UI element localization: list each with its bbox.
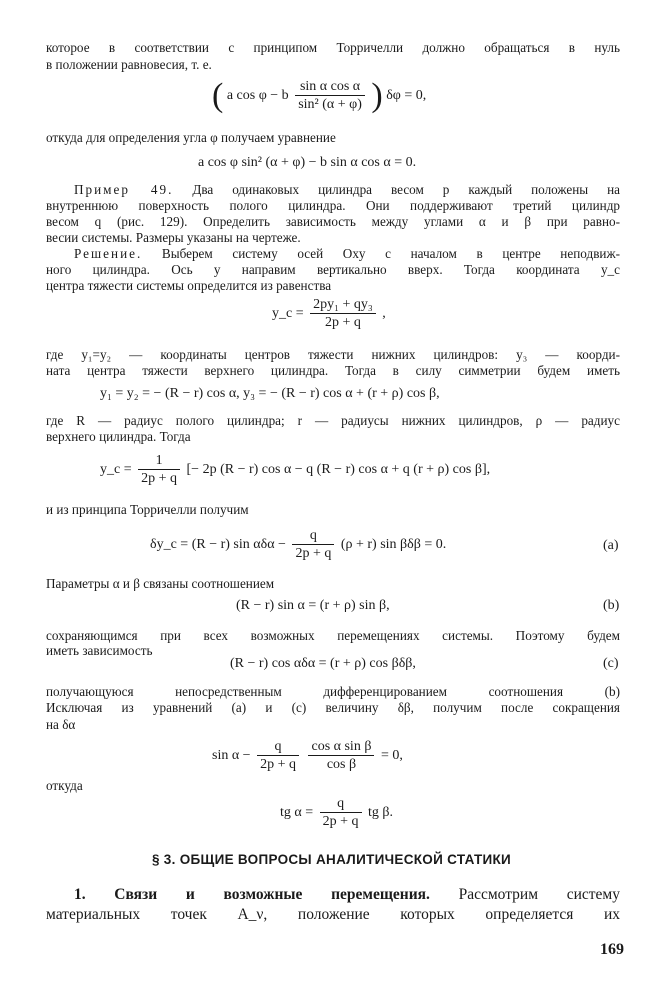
fraction-numerator: sin α cos α <box>295 78 365 96</box>
fraction-numerator: q <box>292 527 334 545</box>
text-line: откуда для определения угла φ получаем уравнение <box>46 130 336 145</box>
fraction <box>257 738 299 774</box>
eq-part: δφ = 0, <box>386 88 427 104</box>
text-fragment: Два одинаковых цилиндра весом p каждый положены на <box>192 182 620 197</box>
text-line <box>74 885 620 905</box>
page-number: 169 <box>600 941 624 958</box>
fraction-denominator: 2p + q <box>260 757 296 772</box>
fraction <box>138 452 180 488</box>
fraction-numerator: 2py₁ + qy₃ <box>310 296 376 314</box>
text-line <box>74 182 620 198</box>
text-fragment: Рассмотрим систему <box>458 886 620 903</box>
text-line: ната центра тяжести верхнего цилиндра. Тогда в силу симметрии будем иметь <box>46 363 620 378</box>
eq-part: [− 2p (R − r) cos α − q (R − r) cos α + q (r + ρ) cos β], <box>186 462 491 478</box>
fraction-numerator: q <box>320 795 362 813</box>
text-line: Исключая из уравнений (a) и (c) величину δβ, получим после сокращения <box>46 700 620 715</box>
text-line: на δα <box>46 717 76 732</box>
equation-10 <box>280 795 393 831</box>
text-line: центра тяжести системы определится из равенства <box>46 278 332 293</box>
equation-8: (R − r) cos αδα = (r + ρ) cos βδβ, <box>230 656 416 671</box>
subsection-title: 1. Связи и возможные перемещения. <box>74 886 430 903</box>
fraction <box>292 527 334 563</box>
eq-part: tg β. <box>368 805 394 821</box>
paren: ) <box>371 77 383 114</box>
eq-part: y_c = <box>272 306 304 322</box>
text-line: в положении равновесия, т. е. <box>46 57 212 72</box>
eq-part: (ρ + r) sin βδβ = 0. <box>340 537 447 553</box>
text-line: Параметры α и β связаны соотношением <box>46 576 275 591</box>
paren: ( <box>212 77 224 114</box>
text-line: иметь зависимость <box>46 643 153 658</box>
equation-1 <box>212 78 426 114</box>
equation-tag: (c) <box>603 656 619 671</box>
text-line: верхнего цилиндра. Тогда <box>46 429 191 444</box>
fraction-denominator: sin² (α + φ) <box>298 97 362 112</box>
equation-tag: (b) <box>603 598 620 613</box>
fraction-denominator: 2p + q <box>295 546 332 561</box>
text-line: внутреннюю поверхность полого цилиндра. Они поддерживают третий цилиндр <box>46 198 620 213</box>
text-line: весии системы. Размеры указаны на чертеже. <box>46 230 301 245</box>
equation-7: (R − r) sin α = (r + ρ) sin β, <box>236 598 390 613</box>
eq-part: sin α − <box>212 748 251 764</box>
fraction-numerator: 1 <box>138 452 180 470</box>
fraction-numerator: q <box>257 738 299 756</box>
eq-part: y_c = <box>100 462 132 478</box>
fraction-denominator: 2p + q <box>322 814 359 829</box>
text-line: сохраняющимся при всех возможных перемещениях системы. Поэтому будем <box>46 628 620 643</box>
eq-part: tg α = <box>280 805 314 821</box>
text-fragment: Выберем систему осей Oxy с началом в центре неподвиж- <box>161 246 620 261</box>
solution-label: Решение. <box>74 246 143 261</box>
fraction <box>295 78 365 114</box>
equation-tag: (a) <box>603 538 619 553</box>
equation-6 <box>150 527 446 563</box>
text-line: ного цилиндра. Ось y направим вертикально вверх. Тогда координата y_c <box>46 262 620 277</box>
equation-9 <box>212 738 403 774</box>
text-line: которое в соответствии с принципом Торричелли должно обращаться в нуль <box>46 40 620 55</box>
equation-2: a cos φ sin² (α + φ) − b sin α cos α = 0. <box>198 155 417 170</box>
text-line: весом q (рис. 129). Определить зависимость между углами α и β при равно- <box>46 214 620 229</box>
text-line: получающуюся непосредственным дифференцированием соотношения (b) <box>46 684 620 699</box>
equation-4: y₁ = y₂ = − (R − r) cos α, y₃ = − (R − r) cos α + (r + ρ) cos β, <box>100 386 440 401</box>
fraction-denominator: 2p + q <box>324 315 361 330</box>
eq-part: , <box>382 306 386 322</box>
fraction-numerator: cos α sin β <box>308 738 374 756</box>
equation-5 <box>100 452 490 488</box>
fraction-denominator: cos β <box>326 757 357 772</box>
fraction <box>308 738 374 774</box>
text-line: откуда <box>46 778 83 793</box>
eq-part: = 0, <box>380 748 403 764</box>
equation-3 <box>272 296 386 332</box>
fraction <box>310 296 376 332</box>
text-line: где R — радиус полого цилиндра; r — радиусы нижних цилиндров, ρ — радиус <box>46 413 620 428</box>
fraction <box>320 795 362 831</box>
text-line: материальных точек A_ν, положение которых определяется их <box>46 906 620 923</box>
fraction-denominator: 2p + q <box>141 471 178 486</box>
text-line: где y₁=y₂ — координаты центров тяжести нижних цилиндров: y₃ — коорди- <box>46 347 620 362</box>
example-label: Пример 49. <box>74 182 174 197</box>
section-heading: § 3. ОБЩИЕ ВОПРОСЫ АНАЛИТИЧЕСКОЙ СТАТИКИ <box>151 852 512 867</box>
eq-part: δy_c = (R − r) sin αδα − <box>150 537 286 553</box>
eq-part: a cos φ − b <box>226 88 289 104</box>
text-line <box>74 246 620 262</box>
text-line: и из принципа Торричелли получим <box>46 502 249 517</box>
